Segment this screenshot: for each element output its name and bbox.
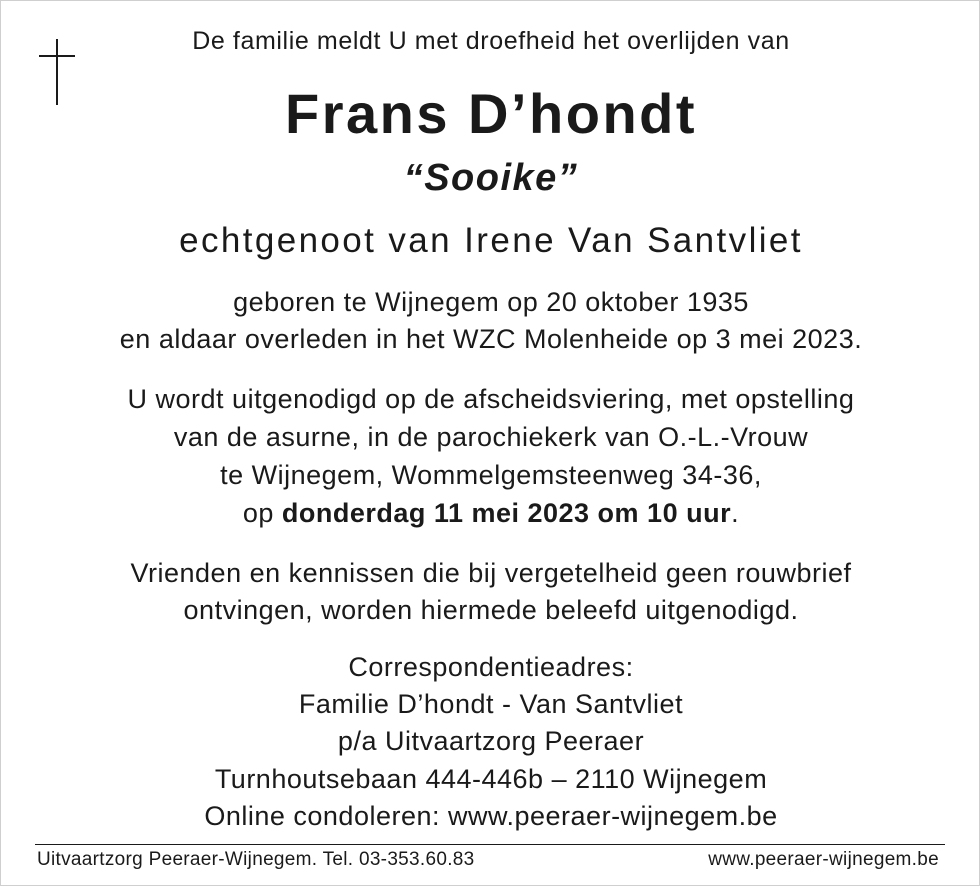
footer-website: www.peeraer-wijnegem.be <box>708 849 939 870</box>
correspondence-address: Turnhoutsebaan 444-446b – 2110 Wijnegem <box>214 764 768 794</box>
deceased-name: Frans D’hondt <box>284 82 698 145</box>
footer-undertaker: Uitvaartzorg Peeraer-Wijnegem. Tel. 03-353.60.83 <box>37 849 475 870</box>
ceremony-line-1: U wordt uitgenodigd op de afscheidsviering, met opstelling <box>127 384 855 414</box>
birth-line: geboren te Wijnegem op 20 oktober 1935 <box>233 287 749 317</box>
correspondence-heading: Correspondentieadres: <box>348 652 634 682</box>
nickname: “Sooike” <box>403 157 579 199</box>
online-condolence: Online condoleren: www.peeraer-wijnegem.be <box>204 801 778 831</box>
friends-line-1: Vrienden en kennissen die bij vergetelheid geen rouwbrief <box>130 558 852 588</box>
ceremony-line-3: te Wijnegem, Wommelgemsteenweg 34-36, <box>220 460 762 490</box>
ceremony-date-prefix: op <box>242 498 282 528</box>
death-line: en aldaar overleden in het WZC Molenheide op 3 mei 2023. <box>119 324 863 354</box>
friends-line-2: ontvingen, worden hiermede beleefd uitgenodigd. <box>183 595 799 625</box>
ceremony-date-line <box>1 498 980 529</box>
correspondence-family: Familie D’hondt - Van Santvliet <box>298 689 684 719</box>
intro-text: De familie meldt U met droefheid het overlijden van <box>192 27 790 55</box>
correspondence-care-of: p/a Uitvaartzorg Peeraer <box>337 726 645 756</box>
ceremony-date: donderdag 11 mei 2023 om 10 uur <box>281 498 732 528</box>
footer-divider <box>35 844 945 845</box>
spouse-line: echtgenoot van Irene Van Santvliet <box>179 221 803 260</box>
ceremony-line-2: van de asurne, in de parochiekerk van O.-L.-Vrouw <box>173 422 809 452</box>
ceremony-date-suffix: . <box>731 498 740 528</box>
